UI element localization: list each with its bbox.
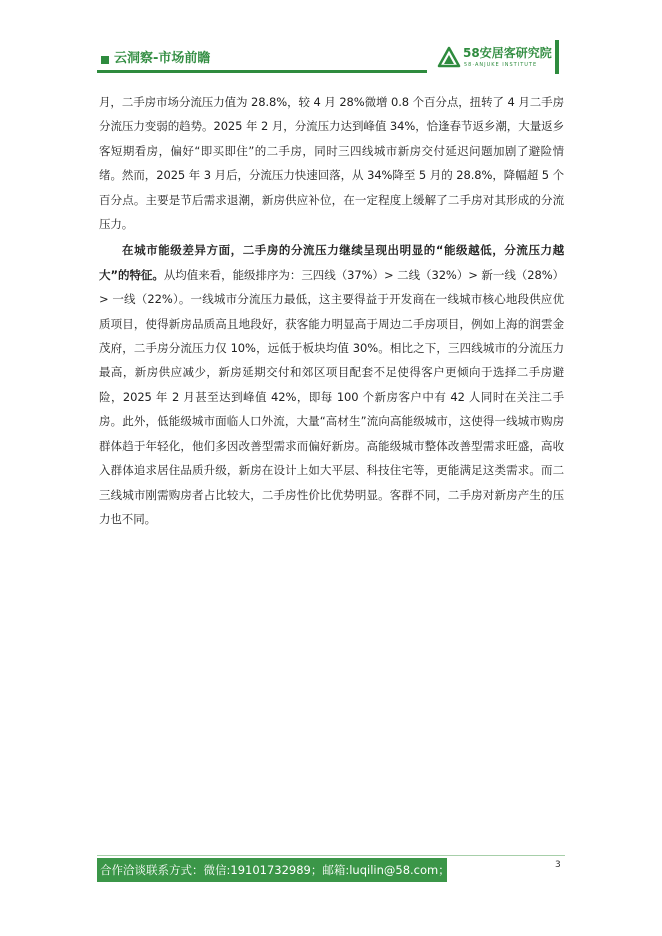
page-header bbox=[0, 0, 662, 80]
paragraph-2-lead: 在城市能级差异方面，二手房的分流压力继续呈现出明显的“能级越低，分流压力越大”的特征。 bbox=[99, 243, 564, 282]
paragraph-1 bbox=[99, 90, 564, 236]
article-body bbox=[99, 90, 564, 531]
house-logo-icon bbox=[437, 46, 461, 68]
footer-rule bbox=[97, 855, 565, 856]
header-title: 云洞察-市场前瞻 bbox=[114, 51, 211, 66]
page-number: 3 bbox=[555, 860, 561, 870]
page-footer bbox=[0, 850, 662, 890]
paragraph-1-text: 月，二手房市场分流压力值为 28.8%，较 4 月 28%微增 0.8 个百分点，扭转了 4 月二手房分流压力变弱的趋势。2025 年 2 月，分流压力达到峰值 34%，恰逢春节返乡潮，大量返乡客短期看房，偏好“即买即住”的二手房，同时三四线城市新房交付延迟问题加剧了避险情绪。然而，2025 年 3 月后，分流压力快速回落，从 34%降至 5 月的 28.8%，降幅超 5 个百分点。主要是节后需求退潮，新房供应补位，在一定程度上缓解了二手房对其形成的分流压力。 bbox=[99, 95, 564, 232]
paragraph-2 bbox=[99, 238, 564, 531]
header-square-marker bbox=[101, 56, 109, 64]
institute-logo bbox=[437, 44, 559, 74]
paragraph-2-text: 从均值来看，能级排序为：三四线（37%）> 二线（32%）> 新一线（28%）> 一线（22%）。一线城市分流压力最低，这主要得益于开发商在一线城市核心地段供应优质项目，使得新房品质高且地段好，获客能力明显高于周边二手房项目，例如上海的润雲金茂府，二手房分流压力仅 10%，远低于板块均值 30%。相比之下，三四线城市的分流压力最高，新房供应减少，新房延期交付和郊区项目配套不足使得客户更倾向于选择二手房避险，2025 年 2 月甚至达到峰值 42%，即每 100 个新房客户中有 42 人同时在关注二手房。此外，低能级城市面临人口外流，大量“高材生”流向高能级城市，这使得一线城市购房群体趋于年轻化，他们多因改善型需求而偏好新房。高能级城市整体改善型需求旺盛，高收入群体追求居住品质升级，新房在设计上如大平层、科技住宅等，更能满足这类需求。而二三线城市刚需购房者占比较大，二手房性价比优势明显。客群不同，二手房对新房产生的压力也不同。 bbox=[99, 267, 564, 526]
header-underline bbox=[97, 70, 427, 73]
logo-english-name: 58·ANJUKE INSTITUTE bbox=[464, 62, 538, 68]
footer-contact: 合作洽谈联系方式：微信:19101732989；邮箱:luqilin@58.com； bbox=[100, 863, 450, 877]
logo-chinese-name: 58安居客研究院 bbox=[463, 46, 552, 60]
header-vertical-bar bbox=[555, 40, 559, 74]
